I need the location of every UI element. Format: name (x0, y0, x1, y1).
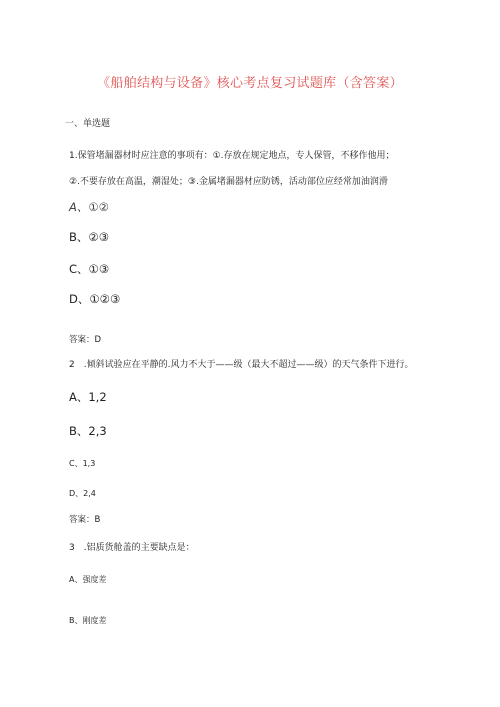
question-1-line-2: ②.不要存放在高温，潮湿处；③.金属堵漏器材应防锈，活动部位应经常加油润滑 (69, 177, 388, 187)
question-1-option-c: C、①③ (69, 262, 110, 276)
question-1-answer: 答案：D (69, 335, 102, 345)
question-3-option-b: B、刚度差 (69, 616, 107, 625)
question-1-option-d: D、①②③ (69, 292, 121, 306)
question-1-line-1: 1.保管堵漏器材时应注意的事项有：①.存放在规定地点，专人保管，不移作他用； (69, 151, 395, 161)
question-2-option-d: D、2,4 (69, 489, 96, 498)
question-2-option-a: A、1,2 (69, 390, 107, 404)
document-title: 《船舶结构与设备》核心考点复习试题库（含答案） (97, 76, 403, 91)
question-1-option-a: A、①② (69, 200, 109, 214)
section-heading: 一、单选题 (65, 119, 111, 129)
question-2-text: 2 .倾斜试验应在平静的.风力不大于——级（最大不超过——级）的天气条件下进行。 (69, 360, 414, 370)
question-2-option-b: B、2,3 (69, 424, 107, 438)
question-2-answer: 答案：B (69, 515, 101, 525)
question-3-option-a: A、强度差 (69, 575, 107, 584)
question-2-option-c: C、1,3 (69, 459, 96, 468)
question-3-text: 3 .铝质货舱盖的主要缺点是： (69, 543, 195, 553)
question-1-option-b: B、②③ (69, 230, 110, 244)
